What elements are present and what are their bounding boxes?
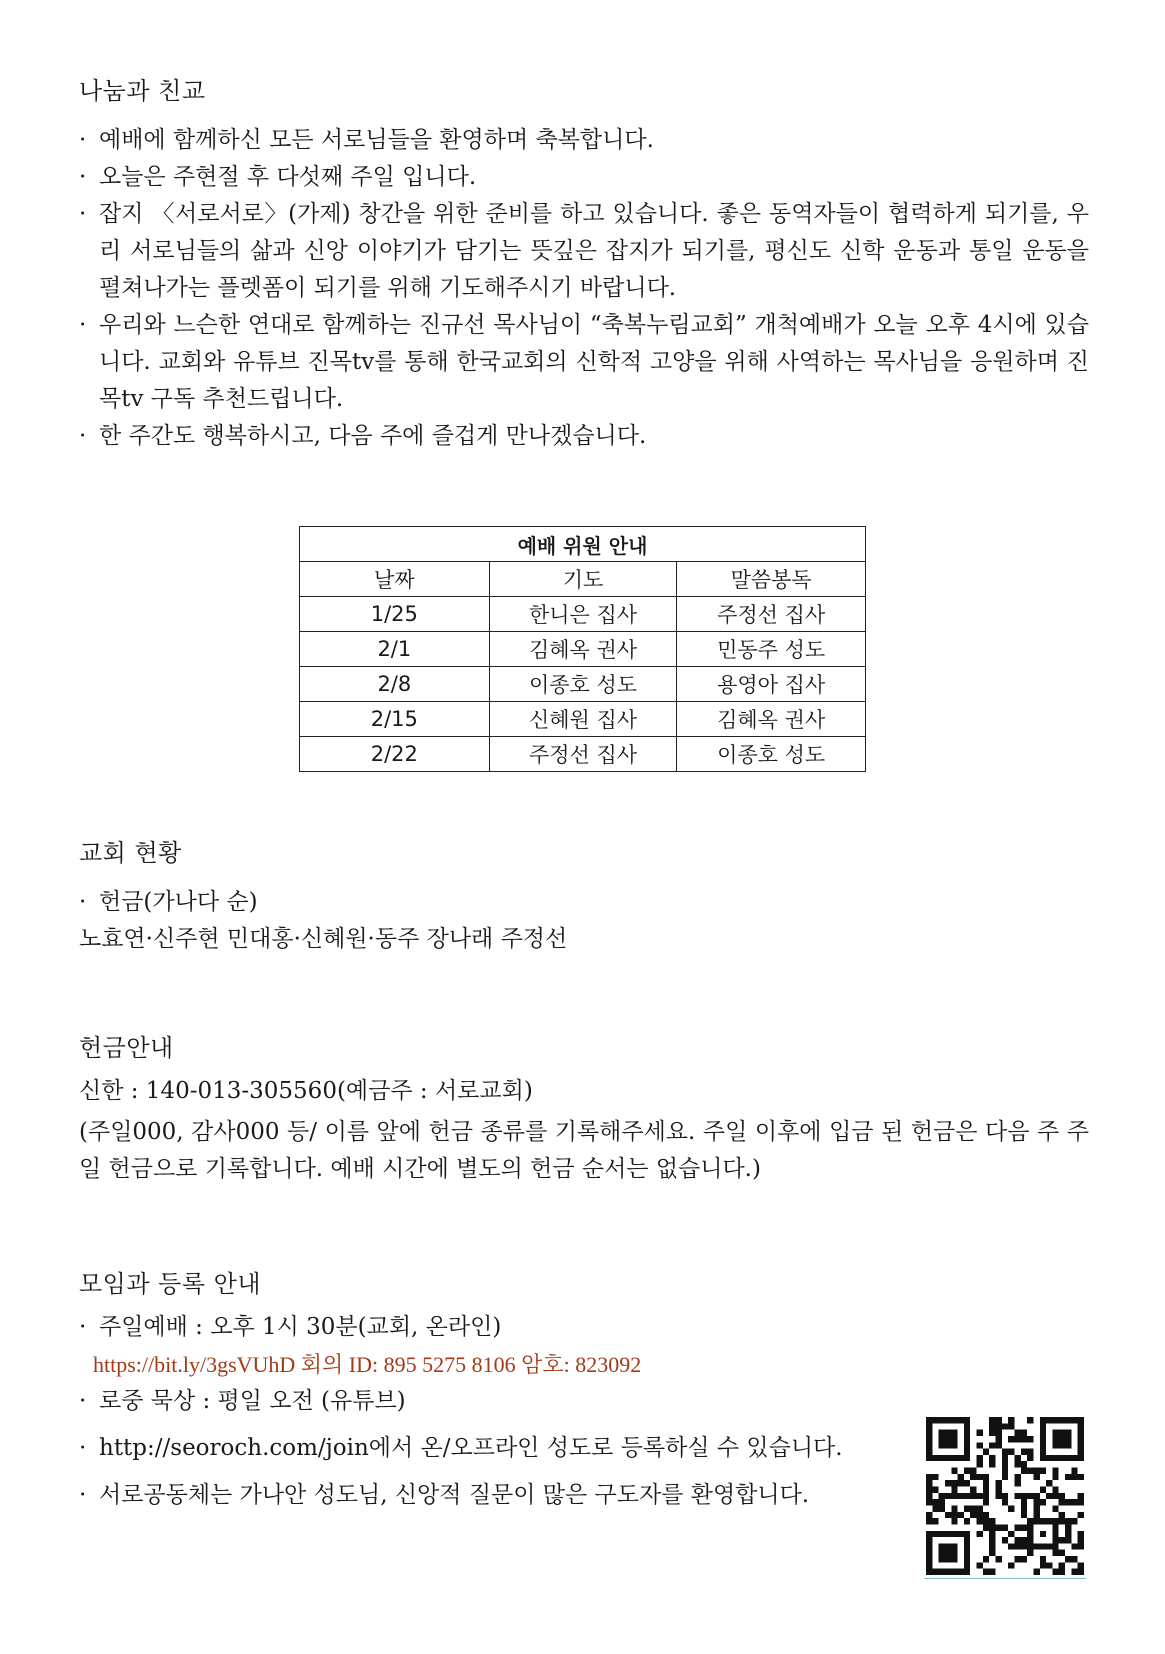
table-cell: 용영아 집사 [677,667,866,702]
table-cell: 민동주 성도 [677,632,866,667]
bullet-icon: · [79,423,87,449]
table-cell: 주정선 집사 [489,737,677,772]
table-cell: 주정선 집사 [677,597,866,632]
sunday-service-item: · 주일예배 : 오후 1시 30분(교회, 온라인) [79,1309,1089,1346]
sharing-item: · 예배에 함께하신 모든 서로님들을 환영하며 축복합니다. [79,122,1089,159]
column-header-date: 날짜 [300,562,490,597]
bullet-icon: · [79,889,87,915]
table-cell: 1/25 [300,597,490,632]
zoom-meeting-link[interactable]: https://bit.ly/3gsVUhD 회의 ID: 895 5275 8106 암호: 823092 [93,1352,642,1377]
bullet-icon: · [79,127,87,153]
sharing-item: · 오늘은 주현절 후 다섯째 주일 입니다. [79,159,1089,196]
table-cell: 2/15 [300,702,490,737]
table-cell: 김혜옥 권사 [677,702,866,737]
table-cell: 이종호 성도 [489,667,677,702]
sharing-item: · 우리와 느슨한 연대로 함께하는 진규선 목사님이 “축복누림교회” 개척예배가 오늘 오후 4시에 있습니다. 교회와 유튜브 진목tv를 통해 한국교회의 신학적 고양을 위해 사역하는 목사님을 응원하며 진목tv 구독 추천드립니다. [79,307,1089,418]
table-cell: 2/22 [300,737,490,772]
sharing-list [79,122,1089,455]
worship-roster-table [299,526,866,772]
sharing-title: 나눔과 친교 [79,77,206,105]
table-row [300,632,866,667]
table-title-row [300,527,866,562]
table-cell: 신혜원 집사 [489,702,677,737]
offering-label: · 헌금(가나다 순) [79,884,1089,921]
qr-divider [924,1578,1086,1579]
status-title: 교회 현황 [79,839,182,867]
table-cell: 2/1 [300,632,490,667]
table-header-row [300,562,866,597]
registration-link[interactable]: http://seoroch.com/join에서 온/오프라인 성도로 등록하실 수 있습니다. [99,1435,843,1461]
gathering-item: · 로중 묵상 : 평일 오전 (유튜브) [79,1383,1089,1420]
column-header-reading: 말씀봉독 [677,562,866,597]
church-status-section [79,838,1089,958]
sharing-section [79,76,1089,455]
bullet-icon: · [79,1314,87,1340]
gathering-title: 모임과 등록 안내 [79,1270,262,1298]
roster-title: 예배 위원 안내 [300,527,866,562]
status-list [79,884,1089,958]
offering-note: (주일000, 감사000 등/ 이름 앞에 헌금 종류를 기록해주세요. 주일 이후에 입금 된 헌금은 다음 주 주일 헌금으로 기록합니다. 예배 시간에 별도의 헌금 순서는 없습니다.) [79,1119,1089,1182]
table-cell: 한니은 집사 [489,597,677,632]
sharing-item: · 한 주간도 행복하시고, 다음 주에 즐겁게 만나겠습니다. [79,418,1089,455]
bullet-icon: · [79,1388,87,1414]
table-cell: 김혜옥 권사 [489,632,677,667]
table-row [300,737,866,772]
table-row [300,667,866,702]
bullet-icon: · [79,201,87,227]
qr-code-icon[interactable] [926,1417,1084,1575]
offering-info-section [79,1033,1089,1188]
bullet-icon: · [79,1435,87,1461]
bullet-icon: · [79,1482,87,1508]
offering-names: 노효연·신주현 민대홍·신혜원·동주 장나래 주정선 [79,926,568,952]
offering-info-title: 헌금안내 [79,1034,174,1062]
table-row [300,597,866,632]
table-cell: 이종호 성도 [677,737,866,772]
bullet-icon: · [79,164,87,190]
offering-info-list [79,1073,1089,1188]
gathering-item: · 서로공동체는 가나안 성도님, 신앙적 질문이 많은 구도자를 환영합니다. [79,1477,1089,1514]
sharing-item: · 잡지 〈서로서로〉(가제) 창간을 위한 준비를 하고 있습니다. 좋은 동역자들이 협력하게 되기를, 우리 서로님들의 삶과 신앙 이야기가 담기는 뜻깊은 잡지가 되기를, 평신도 신학 운동과 통일 운동을 펼쳐나가는 플렛폼이 되기를 위해 기도해주시기 바랍니다. [79,196,1089,307]
bullet-icon: · [79,312,87,338]
table-row [300,702,866,737]
bank-account: 신한 : 140-013-305560(예금주 : 서로교회) [79,1078,533,1104]
table-cell: 2/8 [300,667,490,702]
column-header-prayer: 기도 [489,562,677,597]
